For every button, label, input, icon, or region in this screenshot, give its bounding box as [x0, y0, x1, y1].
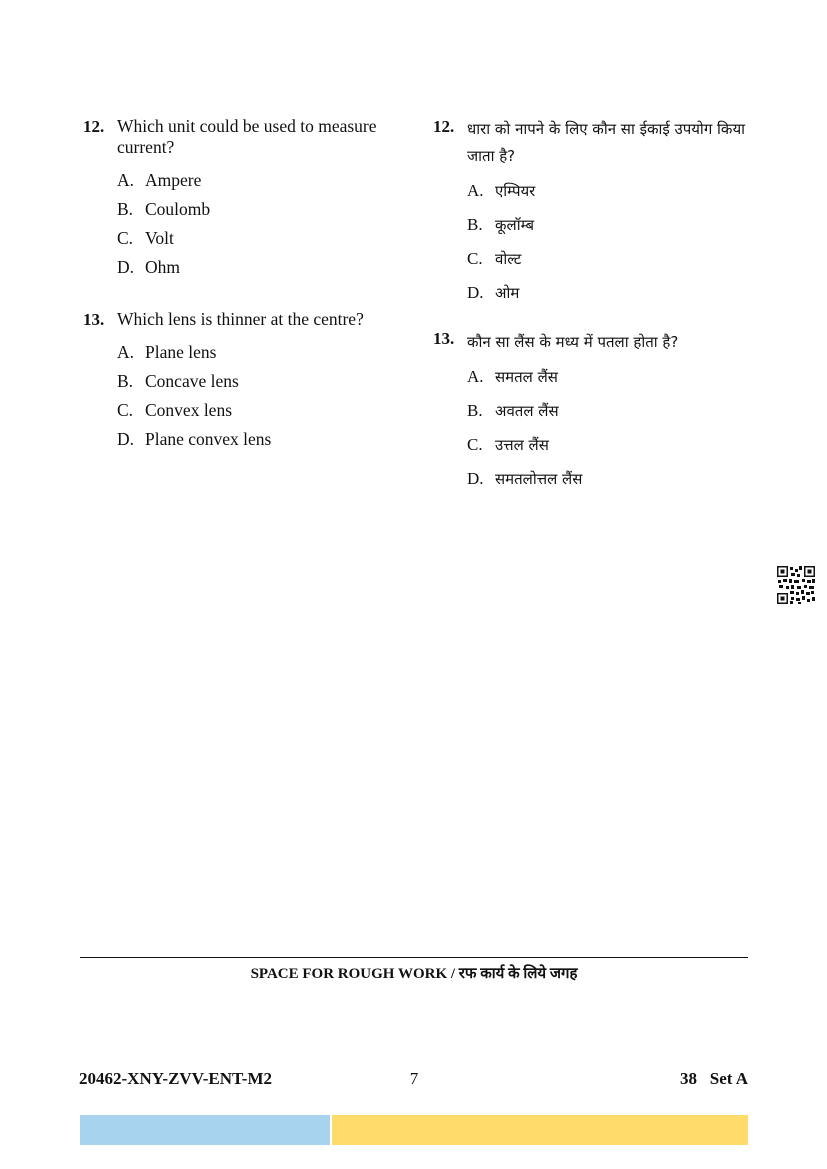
question-text: Which unit could be used to measure current? — [117, 116, 377, 157]
question-text: धारा को नापने के लिए कौन सा ईकाई उपयोग किया जाता है? — [467, 120, 746, 165]
option-letter: A. — [467, 181, 484, 200]
option-letter: B. — [467, 401, 483, 420]
option-text: ओम — [495, 284, 520, 302]
question-13-en — [83, 309, 403, 454]
option-b — [467, 208, 753, 242]
option-b — [117, 195, 403, 224]
option-letter: C. — [467, 435, 483, 454]
option-b — [467, 394, 753, 428]
option-letter: A. — [467, 367, 484, 386]
option-text: Volt — [145, 228, 174, 248]
question-number: 12. — [433, 117, 455, 136]
question-12-hi — [433, 116, 753, 310]
page-number: 7 — [409, 1069, 419, 1088]
option-b — [117, 367, 403, 396]
option-letter: D. — [467, 283, 484, 302]
booklet-code: 20462-XNY-ZVV-ENT-M2 — [79, 1069, 272, 1088]
option-text: Ampere — [145, 170, 202, 190]
option-text: Convex lens — [145, 400, 233, 420]
option-text: वोल्ट — [495, 250, 522, 268]
option-a — [117, 166, 403, 195]
option-letter: C. — [117, 400, 134, 420]
question-13-hi — [433, 329, 753, 496]
rough-work-divider — [80, 957, 748, 958]
option-text: समतलोत्तल लैंस — [495, 470, 583, 488]
option-c — [117, 396, 403, 425]
options-list — [117, 166, 403, 282]
options-list — [117, 338, 403, 454]
option-letter: D. — [117, 429, 135, 449]
option-d — [467, 276, 753, 310]
option-a — [117, 338, 403, 367]
question-number: 13. — [83, 310, 105, 329]
question-number: 12. — [83, 117, 105, 136]
option-letter: B. — [467, 215, 483, 234]
option-d — [117, 425, 403, 454]
option-letter: C. — [467, 249, 483, 268]
option-letter: C. — [117, 228, 134, 248]
question-text: कौन सा लैंस के मध्य में पतला होता है? — [467, 333, 679, 351]
footer-bar-yellow — [332, 1115, 748, 1145]
option-text: Ohm — [145, 257, 180, 277]
option-text: एम्पियर — [495, 182, 536, 200]
question-text: Which lens is thinner at the centre? — [117, 309, 364, 329]
option-c — [117, 224, 403, 253]
options-list — [467, 360, 753, 496]
option-text: Coulomb — [145, 199, 211, 219]
option-letter: D. — [467, 469, 484, 488]
option-text: अवतल लैंस — [495, 402, 559, 420]
option-letter: B. — [117, 371, 134, 391]
option-a — [467, 174, 753, 208]
footer-bar-blue — [80, 1115, 330, 1145]
option-text: कूलॉम्ब — [495, 216, 535, 234]
question-number: 13. — [433, 329, 455, 348]
option-text: Concave lens — [145, 371, 239, 391]
option-text: Plane lens — [145, 342, 217, 362]
option-a — [467, 360, 753, 394]
options-list — [467, 174, 753, 310]
option-c — [467, 428, 753, 462]
option-text: Plane convex lens — [145, 429, 272, 449]
option-text: उत्तल लैंस — [495, 436, 549, 454]
option-c — [467, 242, 753, 276]
option-letter: A. — [117, 170, 135, 190]
qr-code-icon — [776, 565, 816, 605]
hindi-column — [433, 116, 753, 496]
option-letter: A. — [117, 342, 135, 362]
option-d — [117, 253, 403, 282]
option-text: समतल लैंस — [495, 368, 558, 386]
english-column — [83, 116, 403, 454]
rough-work-label: SPACE FOR ROUGH WORK / रफ कार्य के लिये जगह — [250, 966, 578, 982]
set-label: 38 Set A — [680, 1069, 748, 1088]
option-letter: D. — [117, 257, 135, 277]
option-letter: B. — [117, 199, 134, 219]
question-12-en — [83, 116, 403, 282]
option-d — [467, 462, 753, 496]
